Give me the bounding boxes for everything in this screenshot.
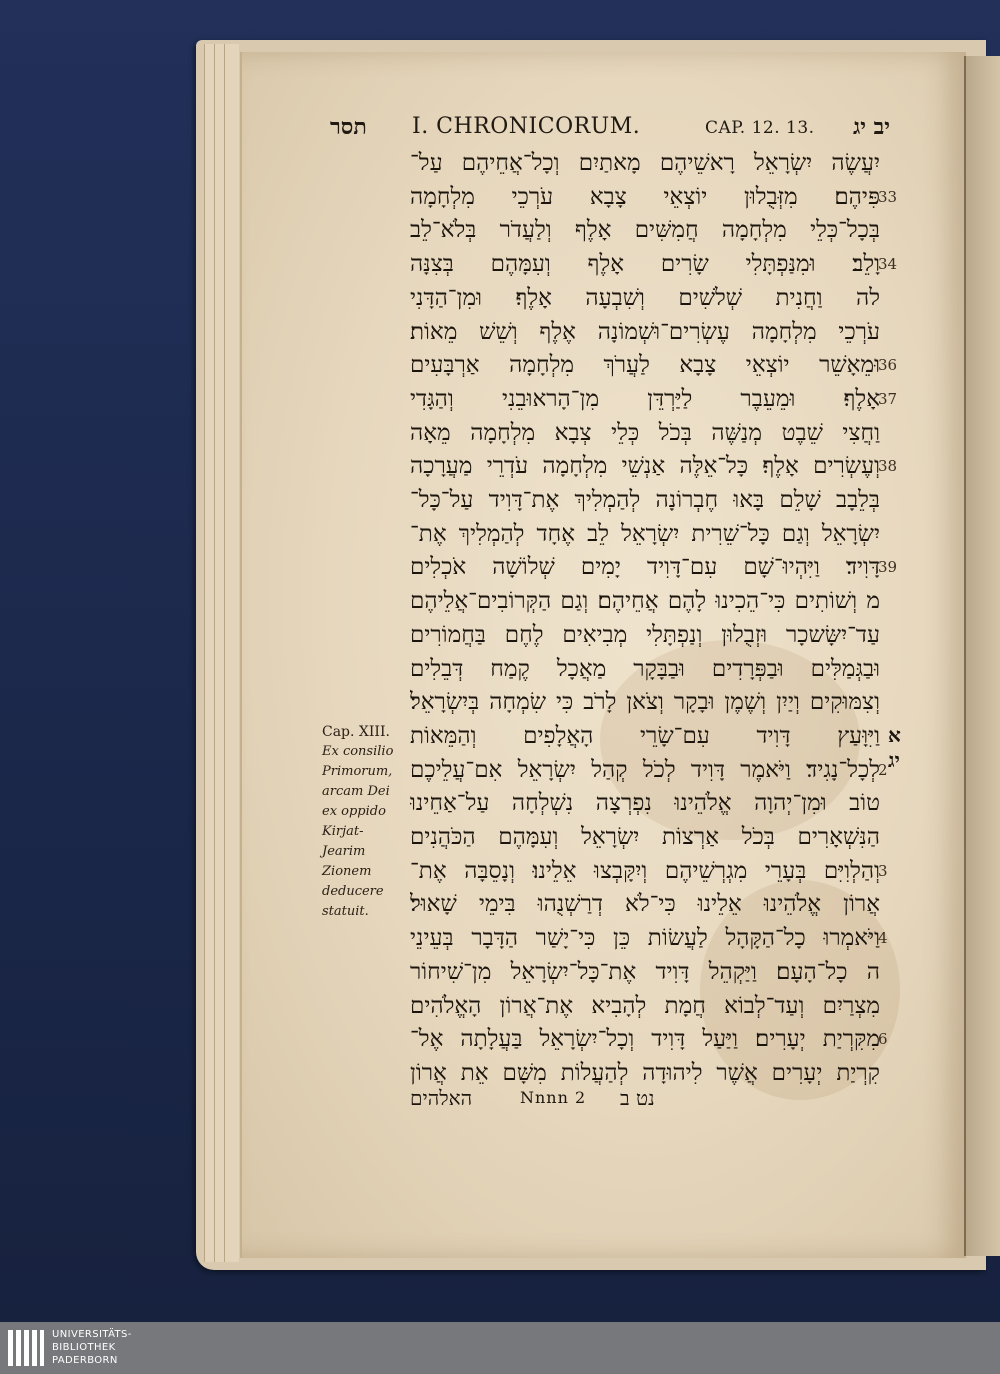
text-line	[330, 249, 910, 279]
hebrew-line-text: עַד־יִשָּׂשכָר וּזְבֻלוּן וְנַפְתָּלִי מְבִיאִים לֶחֶם בַּחֲמוֹרִים	[410, 621, 880, 648]
library-name	[52, 1328, 132, 1367]
text-line	[330, 283, 910, 313]
text-line	[330, 687, 910, 717]
text-line	[330, 1058, 910, 1088]
marginal-note-line: arcam Dei	[322, 784, 390, 799]
marginal-note-line: deducere	[322, 884, 384, 899]
chapter-indicator: CAP. 12. 13.	[705, 118, 815, 138]
marginal-note-chapter: Cap. XIII.	[322, 724, 390, 740]
text-line	[330, 957, 910, 987]
library-name-line: UNIVERSITÄTS-	[52, 1329, 132, 1340]
text-line	[330, 148, 910, 178]
hebrew-line-text: מ וְשׁוֹתִים כִּי־הֵכִינוּ לָהֶם אֲחֵיהֶם׃ וְגַם הַקְּרוֹבִים־אֲלֵיהֶם	[410, 588, 880, 615]
hebrew-line-text: הַנִּשְׁאָרִים בְּכֹל אַרְצוֹת יִשְׂרָאֵל וְעִמָּהֶם הַכֹּהֲנִים	[410, 824, 880, 850]
hebrew-line-text: מִצְרַיִם וְעַד־לְבוֹא חֲמָת לְהָבִיא אֶת־אֲרוֹן הָאֱלֹהִים	[410, 992, 880, 1019]
folio-mark: נט ב	[620, 1086, 655, 1110]
verse-number: 39	[878, 558, 898, 577]
chapter-marker: א יג	[888, 722, 901, 772]
hebrew-line-text: אֲרוֹן אֱלֹהֵינוּ אֵלֵינוּ כִּי־לֹא דְרַשְׁנֻהוּ בִּימֵי שָׁאוּל׃	[410, 891, 880, 918]
hebrew-line-text: פִּיהֶם׃ מִזְּבֻלוּן יוֹצְאֵי צָבָא עֹרְכֵי מִלְחָמָה	[410, 183, 880, 210]
verse-number: 4	[878, 929, 888, 948]
chapter-indicator-hebrew: יב יג	[852, 114, 890, 140]
hebrew-line-text: וְהַלְוִיִּם בְּעָרֵי מִגְרְשֵׁיהֶם וְיִקָּבְצוּ אֵלֵינוּ׃ וְנָסֵבָּה אֶת־	[410, 857, 880, 884]
text-line	[330, 654, 910, 684]
facing-page-edge	[964, 56, 1000, 1256]
marginal-note-line: statuit.	[322, 904, 369, 919]
marginal-note-line: Kirjat-	[322, 824, 364, 839]
catchword: האלהים	[410, 1086, 473, 1110]
text-line	[330, 451, 910, 481]
marginal-note	[322, 722, 408, 922]
marginal-note-line: ex oppido	[322, 804, 386, 819]
hebrew-line-text: בְּכָל־כְּלֵי מִלְחָמָה חֲמִשִּׁים אָלֶף וְלַעֲדֹר בְּלֹא־לֵב	[410, 217, 880, 244]
verse-number: 2	[878, 760, 888, 779]
hebrew-line-text: וְעֶשְׂרִים אָלֶף׃ כָּל־אֵלֶּה אַנְשֵׁי מִלְחָמָה עֹדְרֵי מַעֲרָכָה	[410, 453, 880, 480]
hebrew-line-text: ה כָל־הָעָם׃ וַיַּקְהֵל דָּוִיד אֶת־כָּל־יִשְׂרָאֵל מִן־שִׁיחוֹר	[410, 958, 880, 985]
library-footer	[0, 1322, 1000, 1374]
library-logo-icon	[8, 1330, 44, 1366]
library-name-line: BIBLIOTHEK	[52, 1342, 116, 1353]
text-line	[330, 519, 910, 549]
marginal-note-line: Zionem	[322, 864, 372, 879]
verse-number: 3	[878, 861, 888, 880]
marginal-note-line: Jearim	[322, 844, 366, 859]
text-line	[330, 586, 910, 616]
verse-number: 38	[878, 457, 898, 476]
hebrew-line-text: וְצִמּוּקִים וְיַיִן וְשֶׁמֶן וּבָקָר וְצֹאן לָרֹב כִּי שִׂמְחָה בְּיִשְׂרָאֵל׃	[410, 689, 880, 716]
page-header	[330, 112, 890, 146]
hebrew-line-text: יִעֲשֶׂה יִשְׂרָאֵל רָאשֵׁיהֶם מָאתַיִם וְכָל־אֲחֵיהֶם עַל־	[410, 150, 880, 176]
verse-number: 6	[878, 1030, 888, 1049]
text-line	[330, 620, 910, 650]
text-line	[330, 552, 910, 582]
text-line	[330, 215, 910, 245]
hebrew-line-text: טוֹב וּמִן־יְהוָה אֱלֹהֵינוּ נִפְרְצָה נִשְׁלְחָה עַל־אַחֵינוּ	[410, 790, 880, 817]
marginal-note-line: Ex consilio	[322, 744, 394, 759]
library-name-line: PADERBORN	[52, 1355, 118, 1366]
hebrew-line-text: בְּלֵבָב שָׁלֵם בָּאוּ חֶבְרוֹנָה לְהַמְלִיךְ אֶת־דָּוִיד עַל־כָּל־	[410, 487, 880, 513]
hebrew-line-text: לה וַחֲנִית שְׁלֹשִׁים וְשִׁבְעָה אָלֶף׃ וּמִן־הַדָּנִי	[410, 284, 880, 311]
verse-number: 34	[878, 255, 898, 274]
text-line	[330, 923, 910, 953]
hebrew-line-text: וּבַגְּמַלִּים וּבַפְּרָדִים וּבַבָּקָר מַאֲכָל קֶמַח דְּבֵלִים	[410, 655, 880, 682]
hebrew-line-text: וַחֲצִי שֵׁבֶט מְנַשֶּׁה בְּכֹל כְּלֵי צְבָא מִלְחָמָה מֵאָה	[410, 419, 880, 446]
marginal-note-line: Primorum,	[322, 764, 393, 779]
hebrew-line-text: וַיִּוָּעַץ דָּוִיד עִם־שָׂרֵי הָאֲלָפִים וְהַמֵּאוֹת	[410, 722, 880, 749]
hebrew-line-text: וּמֵאָשֵׁר יוֹצְאֵי צָבָא לַעֲרֹךְ מִלְחָמָה אַרְבָּעִים	[410, 352, 880, 379]
text-line	[330, 350, 910, 380]
page-edge	[224, 44, 239, 1262]
hebrew-line-text: וַיֹּאמְרוּ כָל־הַקָּהָל לַעֲשׂוֹת כֵּן כִּי־יָשַׁר הַדָּבָר בְּעֵינֵי	[410, 925, 880, 952]
text-line	[330, 889, 910, 919]
verse-number: 37	[878, 389, 898, 408]
running-title: I. CHRONICORUM.	[412, 114, 641, 139]
hebrew-line-text: אָלֶף׃ וּמֵעֵבֶר לַיַּרְדֵּן מִן־הָראוּבֵנִי וְהַגָּדִי	[410, 385, 880, 412]
hebrew-line-text: דָּוִיד׃ וַיִּהְיוּ־שָׁם עִם־דָּוִיד יָמִים שְׁלוֹשָׁה אֹכְלִים	[410, 554, 880, 581]
page-number-hebrew: תסר	[330, 114, 367, 140]
text-line	[330, 182, 910, 212]
text-line	[330, 856, 910, 886]
hebrew-line-text: מִקִּרְיַת יְעָרִים׃ וַיַּעַל דָּוִיד וְכָל־יִשְׂרָאֵל בַּעֲלָתָה אֶל־	[410, 1026, 880, 1053]
verse-number: 36	[878, 356, 898, 375]
text-line	[330, 317, 910, 347]
hebrew-line-text: וָלֵב׃ וּמִנַּפְתָּלִי שָׂרִים אָלֶף וְעִמָּהֶם בְּצִנָּה	[410, 251, 880, 278]
text-line	[330, 384, 910, 414]
signature-mark: Nnnn 2	[520, 1088, 587, 1107]
text-line	[330, 822, 910, 852]
text-line	[330, 1024, 910, 1054]
text-line	[330, 418, 910, 448]
text-line	[330, 788, 910, 818]
text-line	[330, 755, 910, 785]
text-line	[330, 485, 910, 515]
hebrew-line-text: יִשְׂרָאֵל וְגַם כָּל־שֵׁרִית יִשְׂרָאֵל לֵב אֶחָד לְהַמְלִיךְ אֶת־	[410, 520, 880, 547]
verse-number: 33	[878, 187, 898, 206]
hebrew-line-text: עֹרְכֵי מִלְחָמָה עֶשְׂרִים־וּשְׁמוֹנָה אֶלֶף וְשֵׁשׁ מֵאוֹת׃	[410, 318, 880, 345]
hebrew-line-text: קִרְיַת יְעָרִים אֲשֶׁר לִיהוּדָה לְהַעֲלוֹת מִשָּׁם אֵת אֲרוֹן	[410, 1059, 880, 1086]
text-line	[330, 991, 910, 1021]
hebrew-line-text: לְכָל־נָגִיד׃ וַיֹּאמֶר דָּוִיד לְכֹל קְהַל יִשְׂרָאֵל אִם־עֲלֵיכֶם	[410, 756, 880, 783]
catchline	[410, 1086, 710, 1116]
